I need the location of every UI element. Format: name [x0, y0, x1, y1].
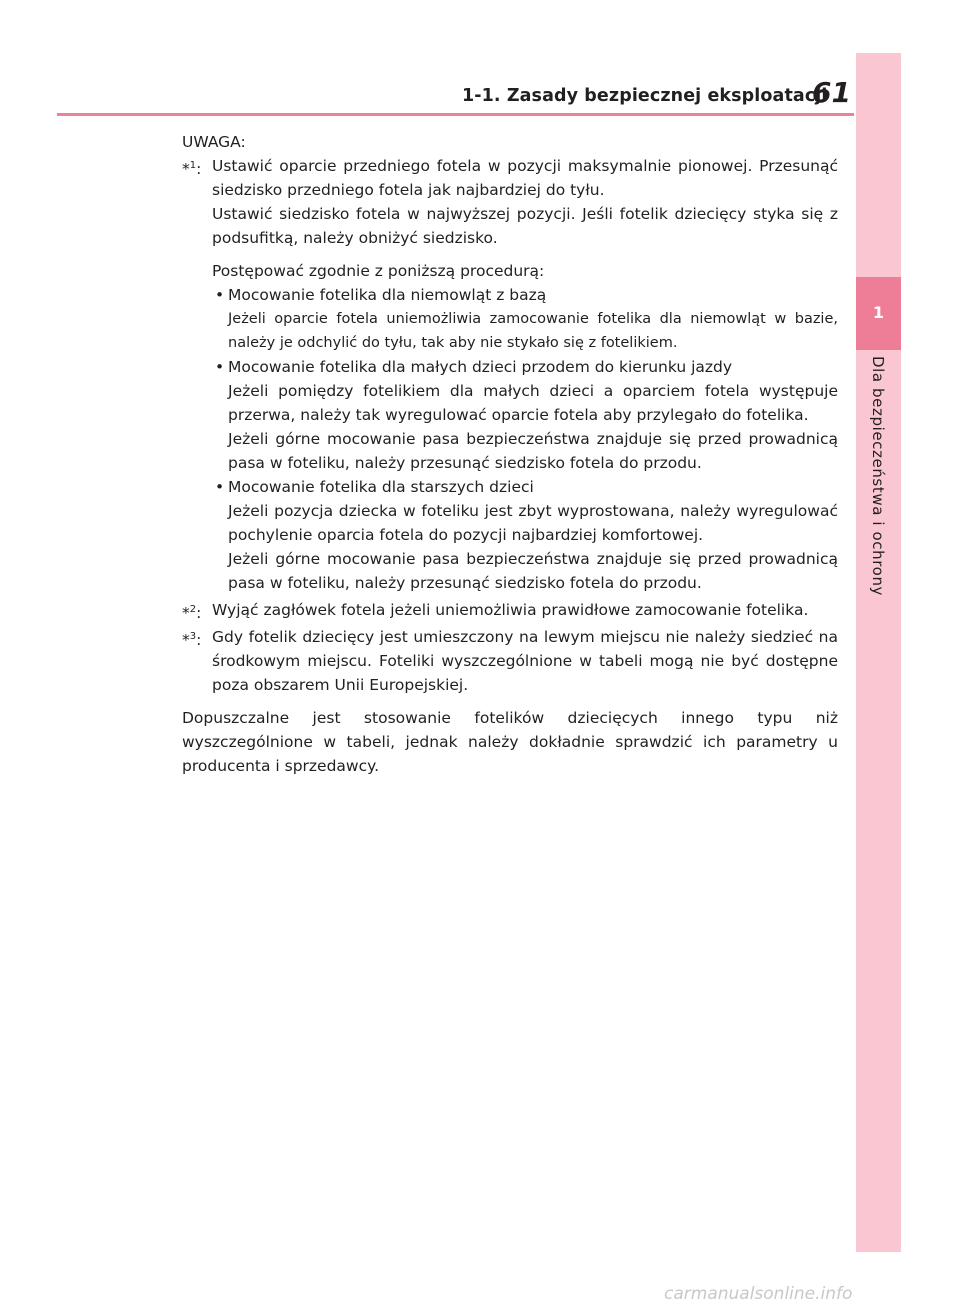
- page-number: 61: [812, 76, 851, 109]
- procedure-item-title: Mocowanie fotelika dla starszych dzieci: [228, 478, 534, 496]
- procedure-item-title: Mocowanie fotelika dla niemowląt z bazą: [228, 286, 547, 304]
- bullet-icon: •: [215, 478, 225, 496]
- note-2-mark: *$^2$:: [182, 604, 202, 622]
- watermark: carmanualsonline.info: [664, 1284, 853, 1304]
- note-1-text-1: Ustawić oparcie przedniego fotela w pozycji maksymalnie pionowej. Przesunąć siedzisko przedniego fotela jak najbardziej do tyłu.: [212, 157, 838, 199]
- procedure-item: [212, 283, 838, 355]
- note-1: [182, 154, 838, 595]
- procedure-item-text: Jeżeli oparcie fotela uniemożliwia zamocowanie fotelika dla niemowląt w bazie, należy je odchylić do tyłu, tak aby nie stykało się z fotelikiem.: [228, 311, 838, 351]
- procedure-item: [212, 355, 838, 475]
- bullet-icon: •: [215, 286, 225, 304]
- note-2-text: Wyjąć zagłówek fotela jeżeli uniemożliwia prawidłowe zamocowanie fotelika.: [212, 601, 809, 619]
- chapter-title: Dla bezpieczeństwa i ochrony: [869, 355, 887, 597]
- note-3-mark: *$^3$:: [182, 631, 202, 649]
- note-1-mark: *$^1$:: [182, 160, 202, 178]
- section-title: 1-1. Zasady bezpiecznej eksploatacji: [462, 86, 828, 106]
- page-content: [182, 130, 838, 778]
- procedure-intro: Postępować zgodnie z poniższą procedurą:: [212, 262, 545, 280]
- closing-paragraph-wrap: [182, 706, 838, 778]
- procedure-item-text: Jeżeli pozycja dziecka w foteliku jest zbyt wyprostowana, należy wyregulować pochylenie oparcia fotela do pozycji najbardziej komfortowej.: [228, 502, 838, 544]
- procedure-item: [212, 475, 838, 595]
- closing-paragraph: Dopuszczalne jest stosowanie fotelików dziecięcych innego typu niż wyszczególnione w tabeli, jednak należy dokładnie sprawdzić ich parametry u producenta i sprzedawcy.: [182, 709, 838, 775]
- chapter-number: 1: [872, 303, 885, 322]
- note-3-text: Gdy fotelik dziecięcy jest umieszczony na lewym miejscu nie należy siedzieć na środkowym miejscu. Foteliki wyszczególnione w tabeli mogą nie być dostępne poza obszarem Unii Europejskiej.: [212, 628, 838, 694]
- note-3: [182, 625, 838, 697]
- procedure-item-text: Jeżeli górne mocowanie pasa bezpieczeństwa znajduje się przed prowadnicą pasa w foteliku, należy przesunąć siedzisko fotela do przodu.: [228, 430, 838, 472]
- note-2: [182, 598, 838, 622]
- procedure-item-title: Mocowanie fotelika dla małych dzieci przodem do kierunku jazdy: [228, 358, 733, 376]
- procedure-item-text: Jeżeli pomiędzy fotelikiem dla małych dzieci a oparciem fotela występuje przerwa, należy tak wyregulować oparcie fotela aby przylegało do fotelika.: [228, 382, 838, 424]
- procedure-item-text: Jeżeli górne mocowanie pasa bezpieczeństwa znajduje się przed prowadnicą pasa w foteliku, należy przesunąć siedzisko fotela do przodu.: [228, 550, 838, 592]
- note-1-text-2: Ustawić siedzisko fotela w najwyższej pozycji. Jeśli fotelik dziecięcy styka się z podsufitką, należy obniżyć siedzisko.: [212, 205, 838, 247]
- bullet-icon: •: [215, 358, 225, 376]
- header-rule: [57, 113, 854, 116]
- chapter-side-tab: [856, 53, 901, 1252]
- warning-heading: UWAGA:: [182, 133, 246, 151]
